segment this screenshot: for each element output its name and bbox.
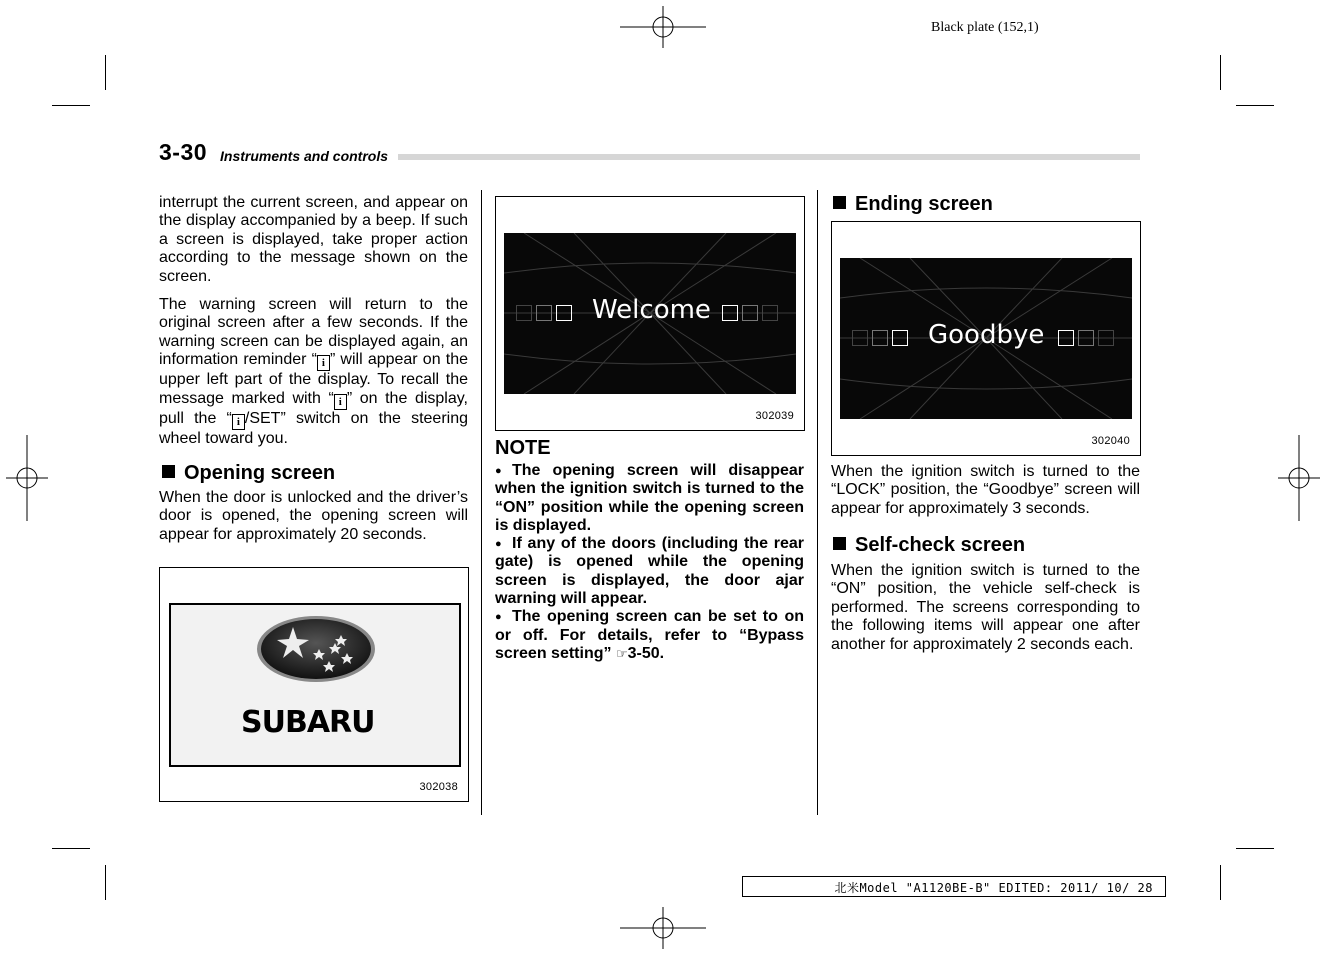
figure-code: 302038 [419,781,458,793]
figure-subaru-logo [159,567,469,802]
edit-footer-text: 北米Model "A1120BE-B" EDITED: 2011/ 10/ 28 [834,881,1153,895]
note-item: ● The opening screen will disappear when the ignition switch is turned to the “ON” position while the opening screen is displayed. [495,462,804,534]
column-rule-2 [817,190,818,815]
goodbye-screen-display [840,258,1132,419]
subaru-logo-icon [255,613,377,693]
edit-footer [742,876,1166,897]
page-number: 3-30 [159,139,208,165]
note-heading: NOTE [495,437,551,459]
note-item: ● If any of the doors (including the rear gate) is opened while the opening screen is displayed, the door ajar warning will appear. [495,535,804,608]
heading-ending-screen: Ending screen [833,193,993,216]
registration-mark-right [1278,435,1320,521]
section-square-icon [833,537,846,550]
ending-text: When the ignition switch is turned to the “LOCK” position, the “Goodbye” screen will appear for approximately 3 seconds. [831,463,1140,517]
decor-boxes-left [852,330,908,346]
subaru-wordmark: SUBARU [241,705,375,740]
header-bar [398,154,1140,160]
info-icon: i [232,414,245,430]
plate-label: Black plate (152,1) [931,20,1039,35]
decor-boxes-left [516,305,572,321]
opening-text: When the door is unlocked and the driver’s door is opened, the opening screen will appear for approximately 20 seconds. [159,489,468,543]
figure-welcome-screen [495,196,805,431]
opening-screen-frame [169,603,461,767]
page-reference-icon: ☞ [615,646,628,662]
registration-mark-top [620,6,706,48]
welcome-screen-display [504,233,796,394]
goodbye-text: Goodbye [928,320,1045,350]
paragraph-warning: The warning screen will return to the original screen after a few seconds. If the warning screen can be displayed again, an information reminder “ i ” will appear on the upper left part of the display. To recall the message marked with “ i ” on the display, pull the “ i /SET” switch on the steering wheel toward you. [159,296,468,447]
figure-code: 302040 [1091,435,1130,447]
decor-boxes-right [1058,330,1114,346]
column-1-text [159,194,468,448]
info-icon: i [317,355,330,371]
registration-mark-left [6,435,48,521]
figure-code: 302039 [755,410,794,422]
welcome-text: Welcome [592,295,711,325]
heading-self-check-screen: Self-check screen [833,534,1025,557]
registration-mark-bottom [620,907,706,949]
page-reference-link[interactable]: 3-50. [627,644,665,662]
decor-boxes-right [722,305,778,321]
heading-opening-screen: Opening screen [162,462,335,485]
section-square-icon [833,196,846,209]
self-check-text: When the ignition switch is turned to the “ON” position, the vehicle self-check is performed. The screens corresponding to the following items will appear one after another for approximately 2 seconds each. [831,562,1140,653]
info-icon: i [334,394,347,410]
section-title: Instruments and controls [220,148,389,164]
note-list [495,462,804,664]
paragraph-interrupt: interrupt the current screen, and appear on the display accompanied by a beep. If such a screen is displayed, take proper action according to the message shown on the screen. [159,194,468,285]
figure-goodbye-screen [831,221,1141,456]
note-item: ● The opening screen can be set to on or off. For details, refer to “Bypass screen setting” ☞3-50. [495,608,804,662]
column-rule-1 [481,190,482,815]
section-square-icon [162,465,175,478]
